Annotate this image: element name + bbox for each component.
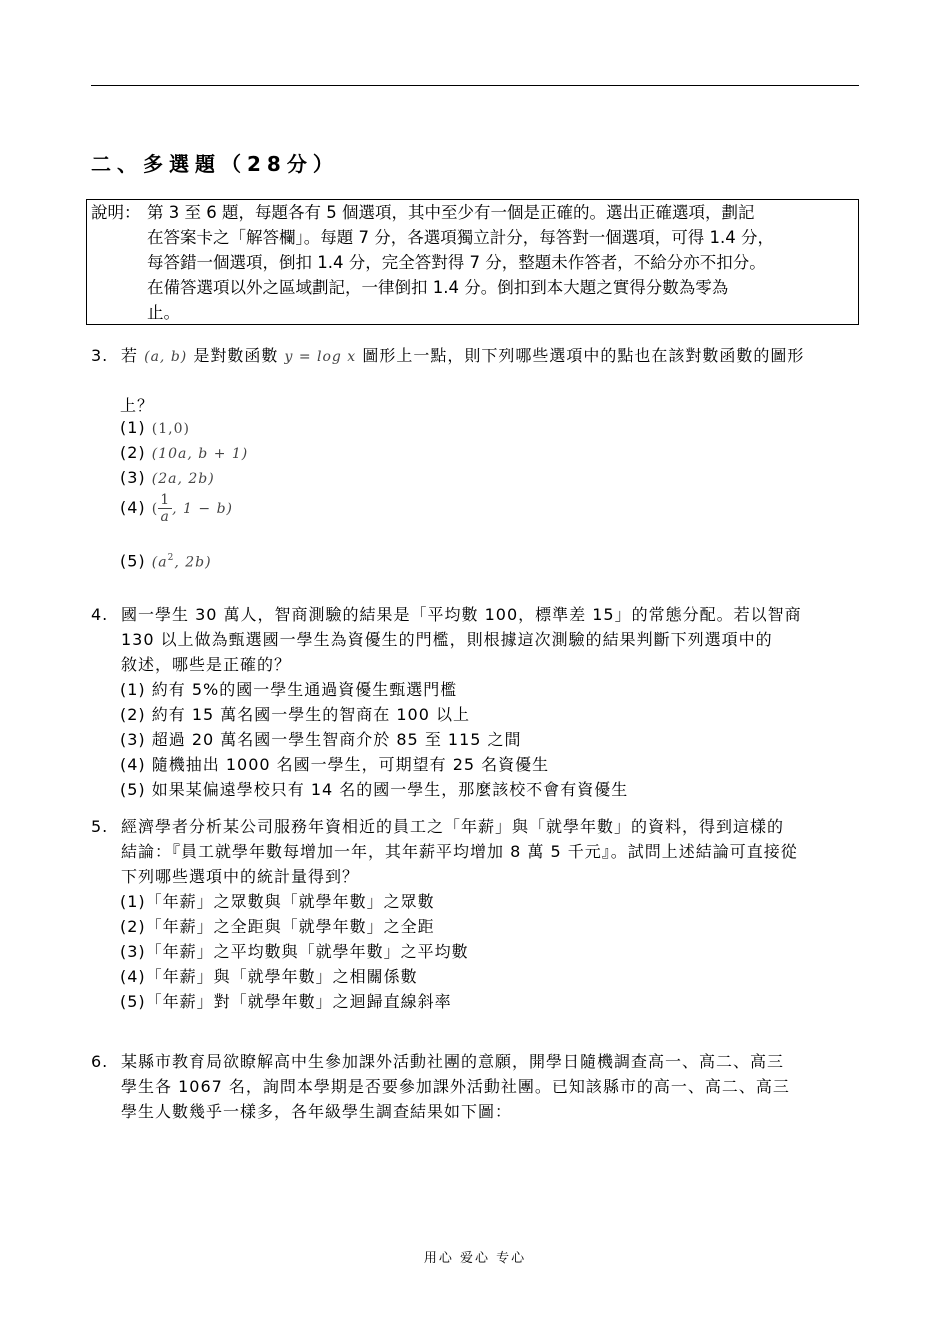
option-expr: (2a, 2b): [151, 471, 215, 487]
option-open-paren: (: [151, 501, 159, 517]
instructions-line: 每答錯一個選項，倒扣 1.4 分，完全答對得 7 分，整題未作答者，不給分亦不扣分。: [147, 253, 766, 272]
option-expr-rest: , 1 − b): [172, 501, 234, 517]
q5-option-2: (2)「年薪」之全距與「就學年數」之全距: [120, 917, 435, 936]
option-expr: (1,0): [151, 421, 190, 437]
question-3-line-1: [121, 343, 804, 370]
q5-option-1: (1)「年薪」之眾數與「就學年數」之眾數: [120, 892, 435, 911]
question-6-line: 學生人數幾乎一樣多，各年級學生調查結果如下圖：: [121, 1102, 513, 1121]
instructions-line: 在答案卡之「解答欄」。每題 7 分，各選項獨立計分，每答對一個選項，可得 1.4 分，: [147, 228, 774, 247]
instructions-line: 在備答選項以外之區域劃記，一律倒扣 1.4 分。倒扣到本大題之實得分數為零為: [147, 278, 729, 297]
fraction-numerator: 1: [160, 492, 171, 508]
question-number: 6.: [91, 1052, 109, 1071]
option-expr: , 2b): [174, 554, 212, 571]
option-expr: (a: [151, 554, 168, 571]
option-label: (3): [120, 468, 146, 487]
q3-mid: 是對數函數: [193, 346, 279, 365]
question-4-line: 國一學生 30 萬人，智商測驗的結果是「平均數 100，標準差 15」的常態分配。若以智商: [121, 605, 802, 624]
q5-option-4: (4)「年薪」與「就學年數」之相關係數: [120, 967, 418, 986]
instructions-line: 第 3 至 6 題，每題各有 5 個選項，其中至少有一個是正確的。選出正確選項，劃記: [147, 203, 755, 222]
q3-post: 圖形上一點，則下列哪些選項中的點也在該對數函數的圖形: [362, 346, 805, 365]
q3-pre: 若: [121, 346, 139, 365]
question-4-line: 130 以上做為甄選國一學生為資優生的門檻，則根據這次測驗的結果判斷下列選項中的: [121, 630, 773, 649]
q3-option-4: [120, 492, 233, 525]
q3-option-5: [120, 546, 212, 575]
q4-option-5: (5) 如果某偏遠學校只有 14 名的國一學生，那麼該校不會有資優生: [120, 780, 629, 799]
question-number: 3.: [91, 346, 109, 365]
option-label: (1): [120, 418, 146, 437]
option-label: (2): [120, 443, 146, 462]
page-footer: 用心 爱心 专心: [423, 1251, 527, 1266]
q3-option-3: [120, 465, 215, 492]
question-5-line: 經濟學者分析某公司服務年資相近的員工之「年薪」與「就學年數」的資料，得到這樣的: [121, 817, 785, 836]
q5-option-5: (5)「年薪」對「就學年數」之迴歸直線斜率: [120, 992, 452, 1011]
instructions-line: 止。: [147, 303, 180, 322]
top-rule: [91, 85, 859, 86]
q5-option-3: (3)「年薪」之平均數與「就學年數」之平均數: [120, 942, 469, 961]
option-exponent: 2: [167, 553, 175, 563]
option-expr: (10a, b + 1): [151, 446, 249, 462]
q4-option-2: (2) 約有 15 萬名國一學生的智商在 100 以上: [120, 705, 470, 724]
question-3-line-2: 上？: [120, 396, 155, 415]
q3-option-1: [120, 415, 190, 442]
instructions-box: [86, 199, 859, 325]
question-6-line: 學生各 1067 名，詢問本學期是否要參加課外活動社團。已知該縣市的高一、高二、高三: [121, 1077, 790, 1096]
q4-option-1: (1) 約有 5%的國一學生通過資優生甄選門檻: [120, 680, 458, 699]
option-fraction: [158, 492, 172, 525]
q3-option-2: [120, 440, 248, 467]
option-label: (5): [120, 551, 146, 571]
question-number: 4.: [91, 605, 109, 624]
q4-option-4: (4) 隨機抽出 1000 名國一學生，可期望有 25 名資優生: [120, 755, 550, 774]
question-6-line: 某縣市教育局欲瞭解高中生參加課外活動社團的意願，開學日隨機調查高一、高二、高三: [121, 1052, 785, 1071]
option-label: (4): [120, 498, 146, 517]
section-title: 二、多選題（28分）: [91, 152, 339, 176]
question-number: 5.: [91, 817, 109, 836]
question-5-line: 下列哪些選項中的統計量得到？: [121, 867, 360, 886]
instructions-label: 說明：: [91, 203, 141, 222]
question-4-line: 敘述，哪些是正確的？: [121, 655, 292, 674]
q4-option-3: (3) 超過 20 萬名國一學生智商介於 85 至 115 之間: [120, 730, 522, 749]
fraction-denominator: a: [160, 509, 170, 525]
question-5-line: 結論：『員工就學年數每增加一年，其年薪平均增加 8 萬 5 千元』。試問上述結論可直接從: [121, 842, 798, 861]
q3-point: (a, b): [144, 349, 188, 365]
q3-function: y = log x: [284, 349, 357, 365]
